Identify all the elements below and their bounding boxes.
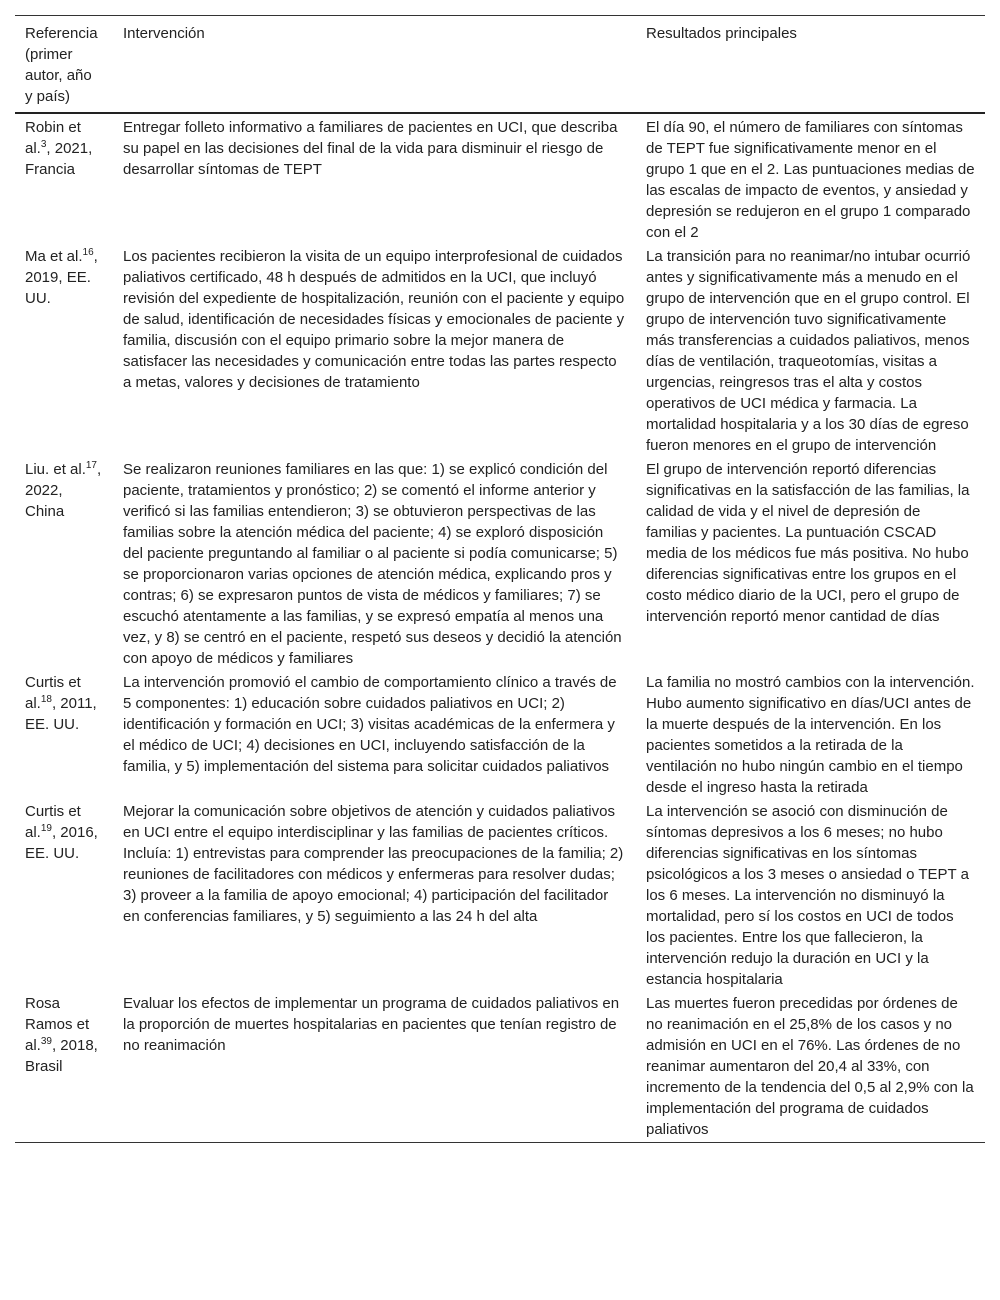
citation-number: 39 [40, 1036, 52, 1047]
reference-details: , 2011, EE. UU. [25, 695, 97, 733]
reference-details: , 2018, Brasil [25, 1037, 98, 1075]
intervention-cell: La intervención promovió el cambio de comportamiento clínico a través de 5 componentes: 1) educación sobre cuidados paliativos en UCI; 2) identificación y formación en UCI; 3) visitas académicas de la enfermera y el médico de UCI; 4) decisiones en UCI, incluyendo satisfacción de la familia, y 5) implementación del sistema para solicitar cuidados paliativos [123, 674, 617, 775]
reference-author: Ma et al. [25, 248, 83, 265]
results-cell: Las muertes fueron precedidas por órdenes de no reanimación en el 25,8% de los casos y no admisión en UCI en el 76%. Las órdenes de no reanimar aumentaron del 20,4 al 33%, con incremento de la tendencia del 0,5 al 2,9% con la implementación del programa de cuidados paliativos [646, 995, 974, 1138]
citation-number: 16 [82, 247, 94, 258]
table-row [15, 457, 985, 670]
table-header [15, 16, 985, 114]
header-reference: Referencia (primer autor, año y país) [25, 25, 98, 105]
intervention-cell: Se realizaron reuniones familiares en las que: 1) se explicó condición del paciente, tratamientos y pronóstico; 2) se comentó el informe anterior y verificó si las familias entendieron; 3) se obtuvieron perspectivas de las familias sobre la atención médica del paciente; 4) se exploró disposición del paciente preguntando al familiar o al paciente si podía comunicarse; 5) se proporcionaron varias opciones de atención médica, explicando pros y contras; 6) se expresaron puntos de vista de médicos y familiares; 7) se escuchó atentamente a las familias, y se expresó empatía al menos una vez, y 8) se centró en el paciente, respetó sus deseos y decidió la atención con apoyo de médicos y familiares [123, 461, 622, 667]
reference-cell [15, 113, 113, 244]
results-cell: El grupo de intervención reportó diferencias significativas en la satisfacción de las familias, la calidad de vida y el nivel de depresión de familias y pacientes. La puntuación CSCAD media de los médicos fue más positiva. No hubo diferencias significativas entre los grupos en el costo médico diario de la UCI, pero el grupo de intervención reportó menor cantidad de días [646, 461, 970, 625]
reference-details: , 2021, Francia [25, 140, 93, 178]
reference-details: , 2022, China [25, 461, 102, 520]
reference-details: , 2016, EE. UU. [25, 824, 98, 862]
intervention-cell: Mejorar la comunicación sobre objetivos de atención y cuidados paliativos en UCI entre el equipo interdisciplinar y las familias de pacientes críticos. Incluía: 1) entrevistas para comprender las preocupaciones de la familia; 2) reuniones de facilitadores con médicos y enfermeras para resolver dudas; 3) proveer a la familia de apoyo emocional; 4) participación del facilitador en conferencias familiares, y 5) seguimiento a las 24 h del alta [123, 803, 624, 925]
intervention-cell: Evaluar los efectos de implementar un programa de cuidados paliativos en la proporción de muertes hospitalarias en pacientes que tenían registro de no reanimación [123, 995, 620, 1054]
citation-number: 18 [40, 694, 52, 705]
results-cell: La intervención se asoció con disminución de síntomas depresivos a los 6 meses; no hubo diferencias significativas en los síntomas psicológicos a los 3 meses o ansiedad o TEPT a los 6 meses. La intervención no disminuyó la mortalidad, pero sí los costos en UCI de todos los pacientes. Entre los que fallecieron, la intervención redujo la duración en UCI y la estancia hospitalaria [646, 803, 969, 988]
header-row [15, 16, 985, 114]
table-row [15, 799, 985, 991]
header-intervention: Intervención [123, 25, 205, 42]
intervention-cell: Entregar folleto informativo a familiares de pacientes en UCI, que describa su papel en las decisiones del final de la vida para disminuir el riesgo de desarrollar síntomas de TEPT [123, 119, 618, 178]
reference-cell [15, 799, 113, 991]
table-row [15, 670, 985, 799]
citation-number: 19 [40, 823, 52, 834]
reference-author: Rosa Ramos et al. [25, 995, 90, 1054]
table-body [15, 113, 985, 1143]
results-cell: La familia no mostró cambios con la intervención. Hubo aumento significativo en días/UCI antes de la muerte después de la intervención. En los pacientes sometidos a la retirada de la ventilación no hubo ningún cambio en el tiempo desde el ingreso hasta la retirada [646, 674, 975, 796]
intervention-cell: Los pacientes recibieron la visita de un equipo interprofesional de cuidados paliativos certificado, 48 h después de admitidos en la UCI, que incluyó revisión del expediente de hospitalización, reunión con el paciente y equipo de salud, identificación de necesidades físicas y emocionales de paciente y familia, discusión con el equipo primario sobre la mejor manera de satisfacer las necesidades y comunicación entre todas las partes respecto a metas, valores y decisiones de tratamiento [123, 248, 625, 391]
reference-author: Curtis et al. [25, 674, 81, 712]
results-table-container [15, 15, 985, 1143]
reference-cell [15, 244, 113, 457]
reference-author: Curtis et al. [25, 803, 81, 841]
header-results: Resultados principales [646, 25, 797, 42]
results-cell: El día 90, el número de familiares con síntomas de TEPT fue significativamente menor en el grupo 1 que en el 2. Las puntuaciones medias de las escalas de impacto de eventos, y ansiedad y depresión se redujeron en el grupo 1 comparado con el 2 [646, 119, 975, 241]
studies-table [15, 15, 985, 1143]
citation-number: 3 [40, 139, 47, 150]
reference-details: , 2019, EE. UU. [25, 248, 98, 307]
reference-author: Liu. et al. [25, 461, 86, 478]
results-cell: La transición para no reanimar/no intubar ocurrió antes y significativamente más a menudo en el grupo de intervención que en el grupo control. El grupo de intervención tuvo significativamente más transferencias a cuidados paliativos, menos días de ventilación, traqueotomías, visitas a urgencias, reingresos tras el alta y costos operativos de UCI médica y farmacia. La mortalidad hospitalaria y a los 30 días de egreso fueron menores en el grupo de intervención [646, 248, 971, 454]
table-row [15, 113, 985, 244]
table-row [15, 244, 985, 457]
reference-author: Robin et al. [25, 119, 81, 157]
reference-cell [15, 991, 113, 1143]
citation-number: 17 [85, 460, 97, 471]
reference-cell [15, 670, 113, 799]
table-row [15, 991, 985, 1143]
reference-cell [15, 457, 113, 670]
